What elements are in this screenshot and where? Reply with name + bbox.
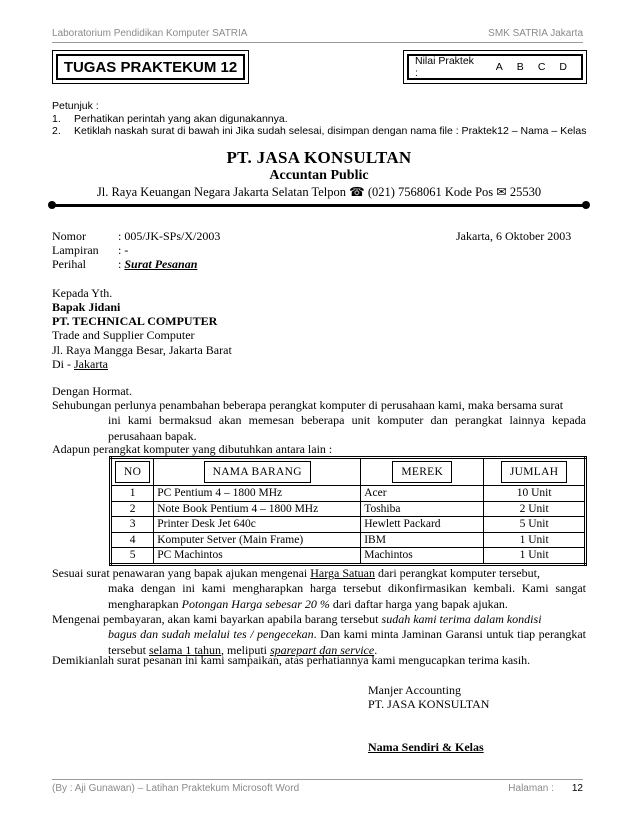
table-row: 2 Note Book Pentium 4 – 1800 MHz Toshiba 2 Unit bbox=[111, 501, 586, 517]
letter-date: Jakarta, 6 Oktober 2003 bbox=[456, 229, 572, 243]
signature-title: Manjer Accounting bbox=[368, 683, 461, 697]
page-header bbox=[52, 28, 583, 43]
grade-option-a: A bbox=[495, 61, 503, 73]
grade-option-b: B bbox=[516, 61, 524, 73]
paragraph-1: Sehubungan perlunya penambahan beberapa perangkat komputer di perusahaan kami, maka bersama surat ini kami bermaksud akan memesan beberapa unit komputer dan perangkat lainnya kepada perusahaan bapak. bbox=[52, 398, 586, 443]
items-table bbox=[109, 456, 587, 566]
perihal-label: Perihal bbox=[52, 257, 86, 271]
col-no: NO bbox=[115, 461, 150, 483]
instructions-heading: Petunjuk : bbox=[52, 100, 99, 112]
nomor-value: : 005/JK-SPs/X/2003 bbox=[118, 229, 221, 243]
company-tagline: Accuntan Public bbox=[269, 168, 369, 183]
footer-left: (By : Aji Gunawan) – Latihan Praktekum Microsoft Word bbox=[52, 783, 300, 794]
table-row: 4 Komputer Setver (Main Frame) IBM 1 Unit bbox=[111, 532, 586, 548]
greeting: Dengan Hormat. bbox=[52, 384, 132, 398]
grade-option-c: C bbox=[537, 61, 546, 73]
table-row: 3 Printer Desk Jet 640c Hewlett Packard 5 Unit bbox=[111, 517, 586, 533]
col-jumlah: JUMLAH bbox=[501, 461, 567, 483]
paragraph-3: Sesuai surat penawaran yang bapak ajukan mengenai Harga Satuan dari perangkat komputer tersebut, maka dengan ini kami mengharapkan harga tersebut dikonfirmasikan kembali. Kami sangat mengharapkan Potongan Harga sebesar 20 % dari daftar harga yang bapak ajukan. bbox=[52, 566, 586, 611]
signature-name: Nama Sendiri & Kelas bbox=[368, 740, 484, 754]
perihal-value: Surat Pesanan bbox=[124, 257, 198, 271]
footer-page-label: Halaman : bbox=[508, 783, 554, 794]
task-title: TUGAS PRAKTEKUM 12 bbox=[56, 54, 245, 80]
letterhead-divider bbox=[52, 204, 586, 207]
recipient-company: PT. TECHNICAL COMPUTER bbox=[52, 314, 218, 328]
table-header-row bbox=[111, 458, 586, 486]
grade-option-d: D bbox=[559, 61, 567, 73]
task-title-box bbox=[52, 50, 249, 84]
paragraph-2: Adapun perangkat komputer yang dibutuhkan antara lain : bbox=[52, 442, 333, 456]
recipient-line-4: Trade and Supplier Computer bbox=[52, 328, 195, 342]
lampiran-value: : - bbox=[118, 243, 129, 257]
recipient-city: Jakarta bbox=[74, 357, 108, 371]
instruction-item: 1. Perhatikan perintah yang akan digunakannya. bbox=[52, 112, 288, 125]
company-name: PT. JASA KONSULTAN bbox=[226, 148, 412, 167]
col-merek: MEREK bbox=[392, 461, 452, 483]
instruction-item: 2. Ketiklah naskah surat di bawah ini Jika sudah selesai, disimpan dengan nama file : Praktek12 – Nama – Kelas bbox=[52, 125, 587, 137]
paragraph-4: Mengenai pembayaran, akan kami bayarkan apabila barang tersebut sudah kami terima dalam kondisi bagus dan sudah melalui tes / pengecekan. Dan kami minta Jaminan Garansi untuk tiap perangkat tersebut selama 1 tahun, meliputi sparepart dan service. bbox=[52, 612, 586, 657]
recipient-name: Bapak Jidani bbox=[52, 300, 121, 314]
grade-box bbox=[403, 50, 587, 84]
paragraph-5: Demikianlah surat pesanan ini kami sampaikan, atas perhatiannya kami mengucapkan terima kasih. bbox=[52, 653, 531, 667]
table-row: 5 PC Machintos Machintos 1 Unit bbox=[111, 548, 586, 565]
footer-page-number: 12 bbox=[571, 783, 583, 794]
grade-label: Nilai Praktek : bbox=[415, 55, 474, 79]
table-row: 1 PC Pentium 4 – 1800 MHz Acer 10 Unit bbox=[111, 486, 586, 502]
nomor-label: Nomor bbox=[52, 229, 86, 243]
header-right: SMK SATRIA Jakarta bbox=[488, 28, 583, 39]
company-address: Jl. Raya Keuangan Negara Jakarta Selatan Telpon ☎ (021) 7568061 Kode Pos ✉ 25530 bbox=[96, 185, 542, 199]
col-nama-barang: NAMA BARANG bbox=[204, 461, 311, 483]
signature-company: PT. JASA KONSULTAN bbox=[368, 697, 490, 711]
recipient-line-1: Kepada Yth. bbox=[52, 286, 113, 300]
recipient-address: Jl. Raya Mangga Besar, Jakarta Barat bbox=[52, 343, 232, 357]
page-footer bbox=[52, 779, 583, 797]
lampiran-label: Lampiran bbox=[52, 243, 99, 257]
header-left: Laboratorium Pendidikan Komputer SATRIA bbox=[52, 28, 248, 39]
instructions bbox=[52, 100, 586, 138]
